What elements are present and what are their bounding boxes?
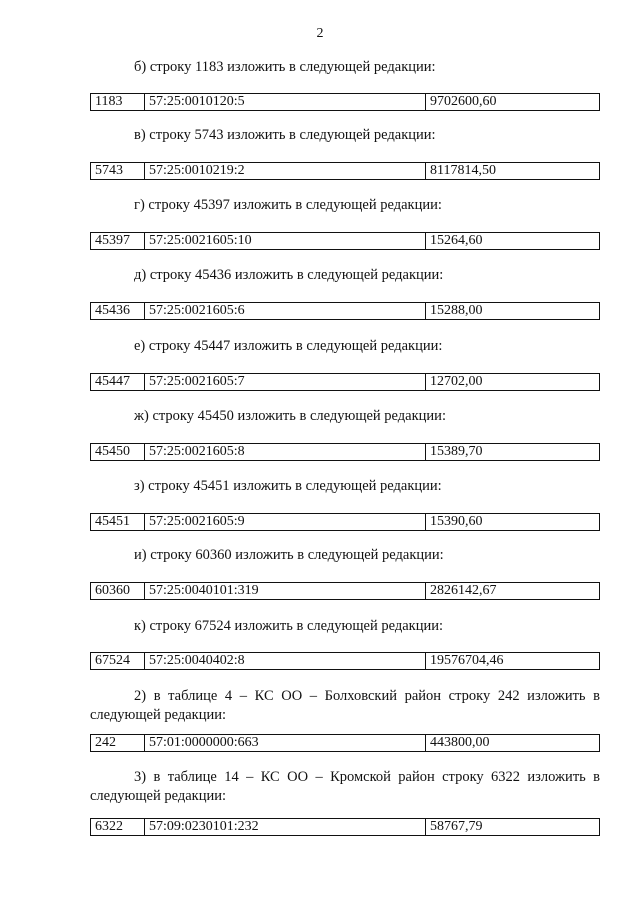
- cadastral-number: 57:25:0040101:319: [145, 583, 426, 599]
- cadastral-number: 57:25:0040402:8: [145, 653, 426, 669]
- instruction-3: 3) в таблице 14 – КС ОО – Кромской район строку 6322 изложить в следующей редакции:: [90, 769, 600, 804]
- cadastral-number: 57:25:0010219:2: [145, 163, 426, 179]
- table-row: [90, 818, 600, 836]
- cadastral-value: 12702,00: [430, 374, 483, 389]
- table-row: [90, 162, 600, 180]
- cadastral-number: 57:25:0021605:8: [145, 444, 426, 460]
- cadastral-value: 443800,00: [430, 735, 490, 750]
- instruction-zh: ж) строку 45450 изложить в следующей редакции:: [134, 408, 446, 424]
- table-row: [90, 93, 600, 111]
- table-row: [90, 302, 600, 320]
- cadastral-value: 9702600,60: [430, 94, 497, 109]
- row-number: 45447: [91, 374, 145, 390]
- instruction-e: е) строку 45447 изложить в следующей редакции:: [134, 338, 443, 354]
- instruction-2: 2) в таблице 4 – КС ОО – Болховский район строку 242 изложить в следующей редакции:: [90, 688, 600, 723]
- table-row: [90, 443, 600, 461]
- cadastral-number: 57:25:0021605:9: [145, 514, 426, 530]
- table-row: [90, 232, 600, 250]
- instruction-k: к) строку 67524 изложить в следующей редакции:: [134, 618, 443, 634]
- row-number: 242: [91, 735, 145, 751]
- row-number: 1183: [91, 94, 145, 110]
- table-row: [90, 513, 600, 531]
- row-number: 60360: [91, 583, 145, 599]
- cadastral-number: 57:25:0010120:5: [145, 94, 426, 110]
- table-row: [90, 582, 600, 600]
- instruction-d: д) строку 45436 изложить в следующей редакции:: [134, 267, 444, 283]
- row-number: 5743: [91, 163, 145, 179]
- table-row: [90, 652, 600, 670]
- cadastral-number: 57:25:0021605:6: [145, 303, 426, 319]
- instruction-i: и) строку 60360 изложить в следующей редакции:: [134, 547, 444, 563]
- cadastral-number: 57:01:0000000:663: [145, 735, 426, 751]
- page-number: 2: [316, 26, 324, 41]
- cadastral-value: 15288,00: [430, 303, 483, 318]
- table-row: [90, 373, 600, 391]
- row-number: 45451: [91, 514, 145, 530]
- cadastral-value: 15389,70: [430, 444, 483, 459]
- cadastral-number: 57:25:0021605:10: [145, 233, 426, 249]
- instruction-z: з) строку 45451 изложить в следующей редакции:: [134, 478, 442, 494]
- cadastral-value: 8117814,50: [430, 163, 496, 178]
- cadastral-number: 57:25:0021605:7: [145, 374, 426, 390]
- row-number: 67524: [91, 653, 145, 669]
- cadastral-value: 58767,79: [430, 819, 483, 834]
- row-number: 45450: [91, 444, 145, 460]
- cadastral-value: 15390,60: [430, 514, 483, 529]
- cadastral-value: 2826142,67: [430, 583, 497, 598]
- instruction-v: в) строку 5743 изложить в следующей редакции:: [134, 127, 436, 143]
- row-number: 6322: [91, 819, 145, 835]
- instruction-b: б) строку 1183 изложить в следующей редакции:: [134, 59, 436, 75]
- cadastral-value: 15264,60: [430, 233, 483, 248]
- row-number: 45436: [91, 303, 145, 319]
- cadastral-number: 57:09:0230101:232: [145, 819, 426, 835]
- table-row: [90, 734, 600, 752]
- instruction-g: г) строку 45397 изложить в следующей редакции:: [134, 197, 442, 213]
- cadastral-value: 19576704,46: [430, 653, 504, 668]
- row-number: 45397: [91, 233, 145, 249]
